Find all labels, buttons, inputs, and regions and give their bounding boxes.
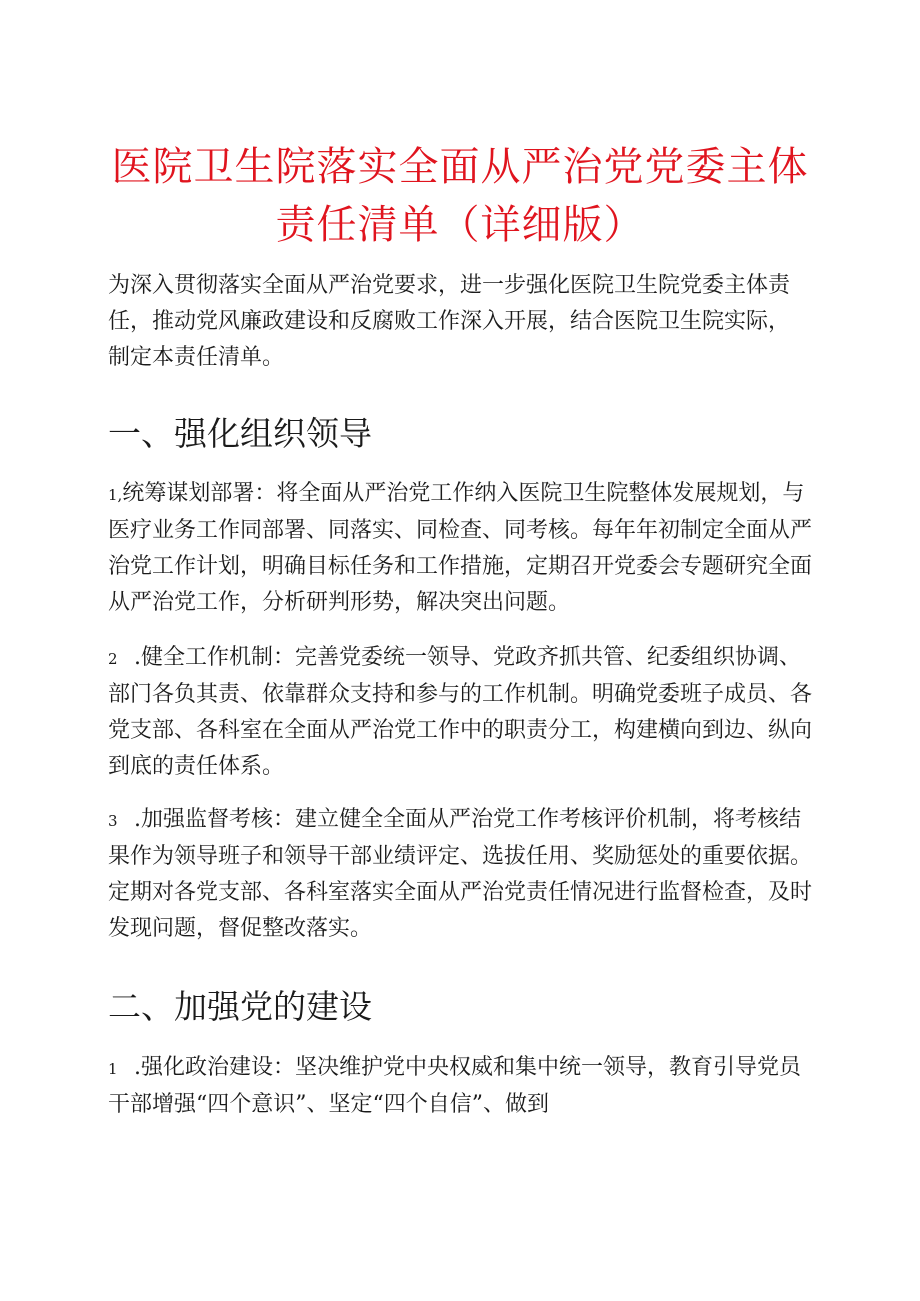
section-heading-2: 二、加强党的建设 xyxy=(108,987,372,1026)
item-text: .健全工作机制：完善党委统一领导、党政齐抓共管、纪委组织协调、部门各负其责、依靠群众支持和参与的工作机制。明确党委班子成员、各党支部、各科室在全面从严治党工作中的职责分工，构建横向到边、纵向到底的责任体系。 xyxy=(108,645,813,779)
section-heading-1: 一、强化组织领导 xyxy=(108,414,372,453)
list-item xyxy=(108,640,813,785)
list-item xyxy=(108,802,813,947)
item-number: 1, xyxy=(108,486,123,504)
document-title xyxy=(100,138,820,254)
item-number: 3 xyxy=(108,812,118,830)
title-line-2: 责任清单（详细版） xyxy=(275,202,645,248)
item-text: 统筹谋划部署：将全面从严治党工作纳入医院卫生院整体发展规划，与医疗业务工作同部署、同落实、同检查、同考核。每年年初制定全面从严治党工作计划，明确目标任务和工作措施，定期召开党委会专题研究全面从严治党工作，分析研判形势，解决突出问题。 xyxy=(108,481,813,615)
item-number: 2 xyxy=(108,650,118,668)
intro-paragraph: 为深入贯彻落实全面从严治党要求，进一步强化医院卫生院党委主体责任，推动党风廉政建设和反腐败工作深入开展，结合医院卫生院实际，制定本责任清单。 xyxy=(108,273,791,370)
item-number: 1 xyxy=(108,1060,118,1078)
list-item xyxy=(108,476,813,621)
item-text: .加强监督考核：建立健全全面从严治党工作考核评价机制，将考核结果作为领导班子和领导干部业绩评定、选拔任用、奖励惩处的重要依据。定期对各党支部、各科室落实全面从严治党责任情况进行监督检查，及时发现问题，督促整改落实。 xyxy=(108,807,813,941)
title-line-1: 医院卫生院落实全面从严治党党委主体 xyxy=(111,144,809,190)
item-text: .强化政治建设：坚决维护党中央权威和集中统一领导，教育引导党员干部增强“四个意识”、坚定“四个自信”、做到 xyxy=(108,1055,801,1117)
list-item xyxy=(108,1050,813,1123)
